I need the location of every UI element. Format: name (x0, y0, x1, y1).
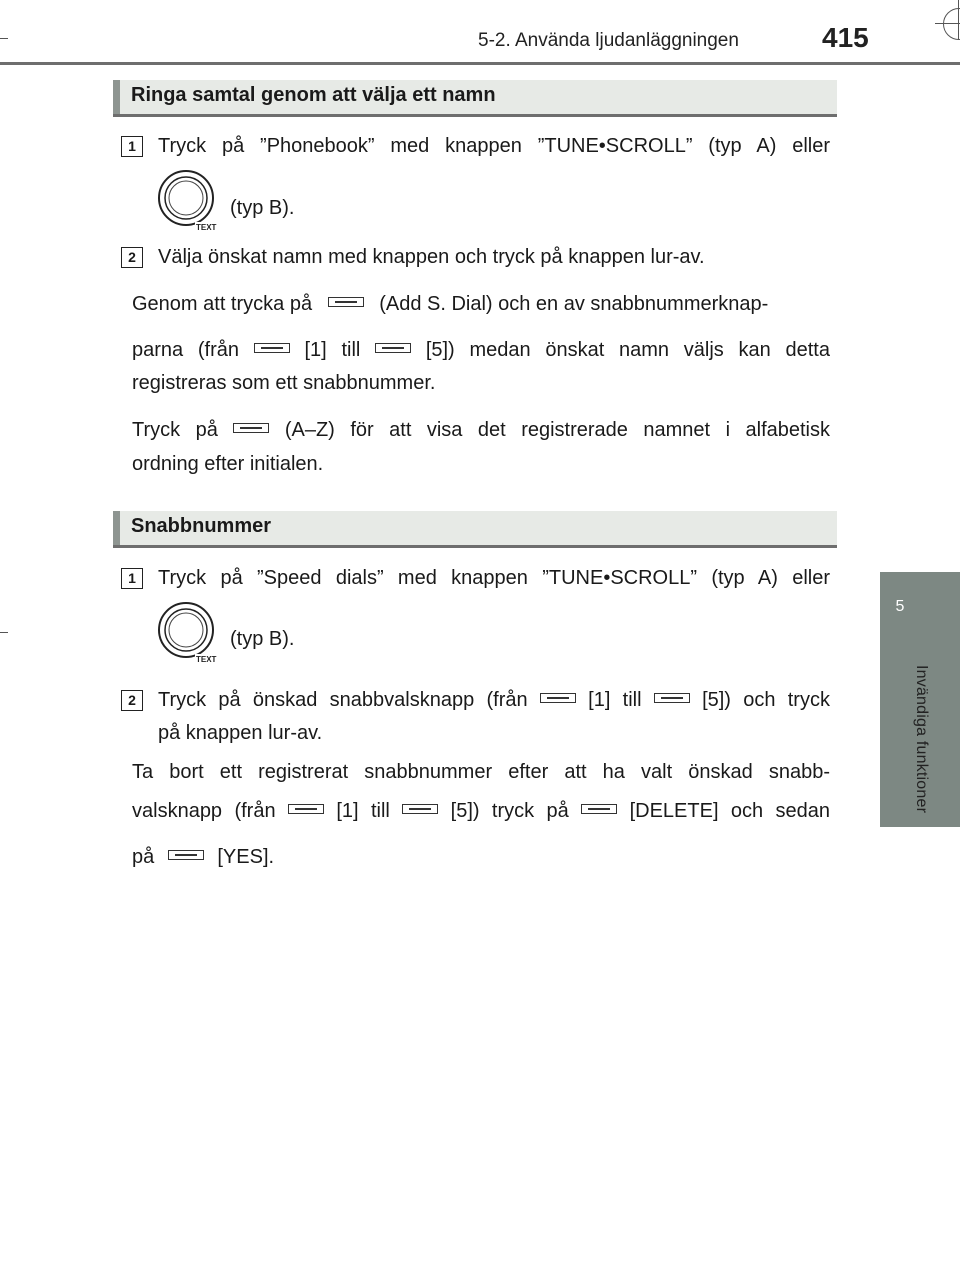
note-line: Genom att trycka på (Add S. Dial) och en av snabbnummerknap- (132, 293, 769, 315)
page-number: 415 (822, 22, 869, 53)
registration-line (958, 0, 959, 40)
step-number: 1 (121, 568, 143, 589)
note-line: Tryck på (A–Z) för att visa det registrerade namnet i alfabetisk (132, 419, 831, 441)
radio-button-icon (375, 343, 411, 353)
step-text: Tryck på ”Phonebook” med knappen ”TUNE•SCROLL” (typ A) eller (158, 135, 830, 157)
note-line: valsknapp (från [1] till [5]) tryck på [DELETE] och sedan (132, 800, 830, 822)
radio-button-icon (254, 343, 290, 353)
step-text: på knappen lur-av. (158, 722, 323, 744)
radio-button-icon (402, 804, 438, 814)
note-line: Ta bort ett registrerat snabbnummer efter att ha valt önskad snabb- (132, 761, 830, 783)
step-text: Tryck på ”Speed dials” med knappen ”TUNE•SCROLL” (typ A) eller (158, 567, 830, 589)
section-notch (113, 511, 120, 545)
chapter-label: Invändiga funktioner (913, 665, 930, 814)
header-rule (0, 62, 960, 65)
step-number: 2 (121, 690, 143, 711)
radio-button-icon (581, 804, 617, 814)
step-number: 2 (121, 247, 143, 268)
step-text-typ-b: (typ B). (230, 197, 295, 219)
section-header: 5-2. Använda ljudanläggningen (478, 30, 739, 51)
radio-button-icon (328, 297, 364, 307)
step-number: 1 (121, 136, 143, 157)
step-text-typ-b: (typ B). (230, 628, 295, 650)
svg-text:TEXT: TEXT (196, 655, 217, 664)
section-notch (113, 80, 120, 114)
tune-knob-icon (158, 170, 220, 232)
radio-button-icon (233, 423, 269, 433)
registration-tick-left (0, 632, 8, 633)
section-title: Ringa samtal genom att välja ett namn (131, 84, 496, 106)
note-line: på [YES]. (132, 846, 275, 868)
registration-line (935, 23, 960, 24)
tune-knob-icon (158, 602, 220, 664)
chapter-number: 5 (895, 598, 905, 615)
radio-button-icon (654, 693, 690, 703)
section-title: Snabbnummer (131, 515, 272, 537)
step-text: Tryck på önskad snabbvalsknapp (från [1] till [5]) och tryck (158, 689, 830, 711)
svg-text:TEXT: TEXT (196, 223, 217, 232)
section-heading-bar (113, 511, 837, 548)
step-text: Välja önskat namn med knappen och tryck på knappen lur-av. (158, 246, 705, 268)
section-heading-bar (113, 80, 837, 117)
note-line: ordning efter initialen. (132, 453, 324, 475)
radio-button-icon (168, 850, 204, 860)
registration-tick-left (0, 38, 8, 39)
note-line: registreras som ett snabbnummer. (132, 372, 436, 394)
radio-button-icon (288, 804, 324, 814)
radio-button-icon (540, 693, 576, 703)
note-line: parna (från [1] till [5]) medan önskat namn väljs kan detta (132, 339, 830, 361)
